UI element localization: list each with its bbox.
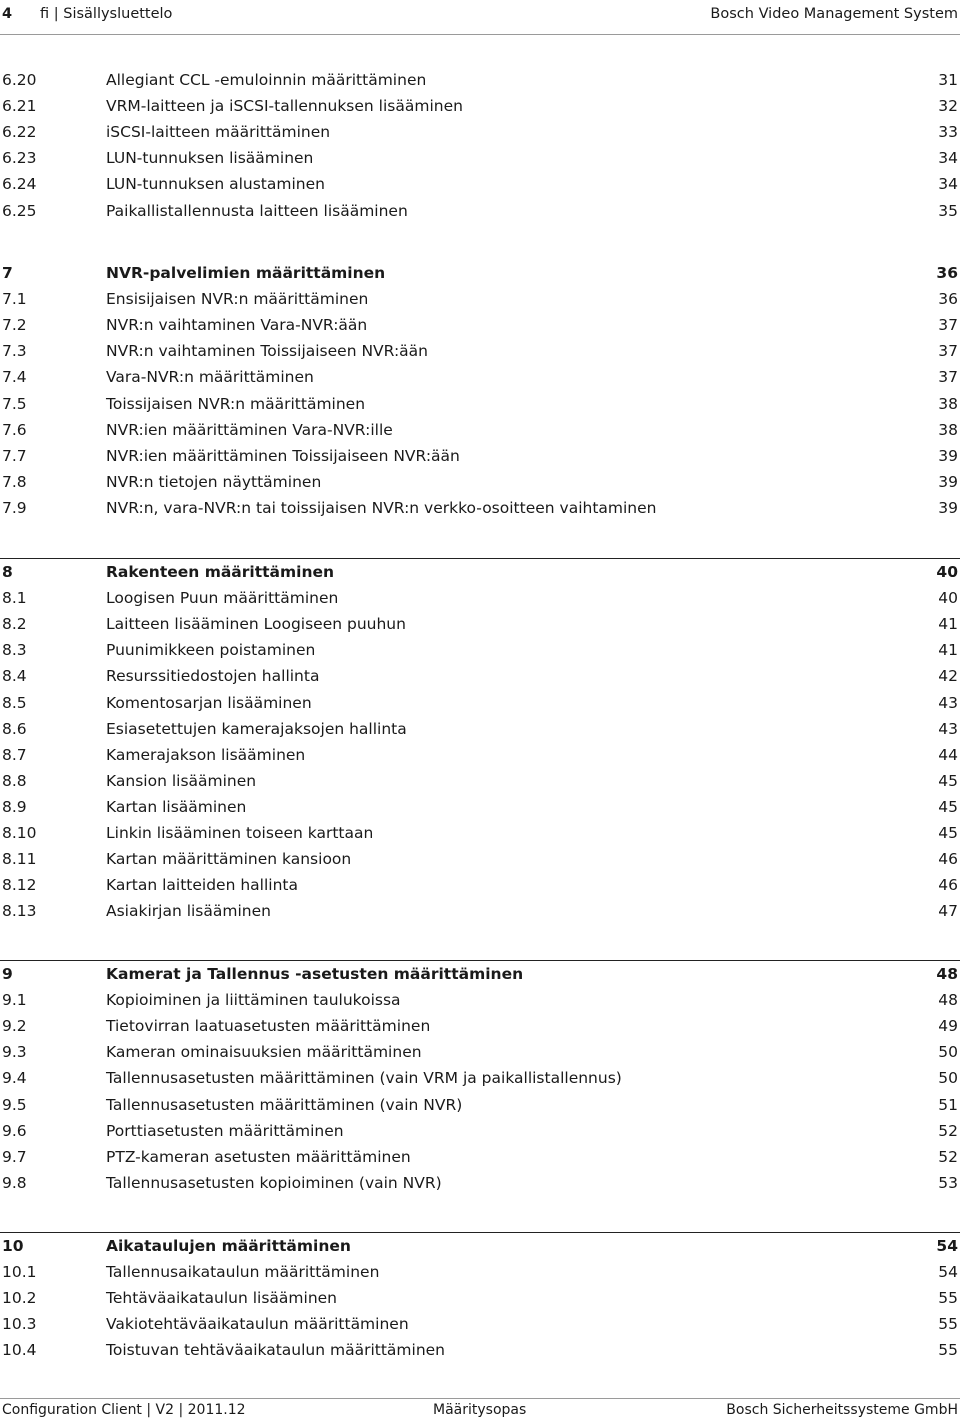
toc-entry-title: Paikallistallennusta laitteen lisääminen	[106, 202, 408, 220]
toc-entry-number: 9.8	[2, 1174, 27, 1192]
toc-entry-row[interactable]	[0, 1259, 960, 1285]
toc-entry-page: 45	[938, 798, 958, 816]
toc-entry-row[interactable]	[0, 364, 960, 390]
footer-document-info: Configuration Client | V2 | 2011.12	[2, 1402, 246, 1418]
toc-entry-number: 6.22	[2, 123, 37, 141]
toc-entry-page: 50	[938, 1069, 958, 1087]
toc-entry-page: 48	[936, 965, 958, 983]
toc-entry-title: Toissijaisen NVR:n määrittäminen	[106, 395, 366, 413]
toc-entry-page: 52	[938, 1148, 958, 1166]
toc-entry-title: Laitteen lisääminen Loogiseen puuhun	[106, 615, 406, 633]
toc-entry-row[interactable]	[0, 1144, 960, 1170]
toc-entry-row[interactable]	[0, 119, 960, 145]
toc-entry-page: 38	[938, 395, 958, 413]
toc-entry-page: 41	[938, 641, 958, 659]
page-header	[0, 0, 960, 34]
toc-entry-row[interactable]	[0, 1039, 960, 1065]
section-label: fi | Sisällysluettelo	[40, 6, 173, 22]
toc-entry-title: Tallennusasetusten määrittäminen (vain NVR)	[106, 1096, 463, 1114]
toc-entry-title: Kansion lisääminen	[106, 772, 257, 790]
toc-entry-number: 9.4	[2, 1069, 27, 1087]
toc-entry-row[interactable]	[0, 1337, 960, 1363]
toc-entry-row[interactable]	[0, 1065, 960, 1091]
toc-entry-title: Ensisijaisen NVR:n määrittäminen	[106, 290, 369, 308]
toc-entry-number: 10.3	[2, 1315, 37, 1333]
toc-entry-page: 32	[938, 97, 958, 115]
toc-entry-row[interactable]	[0, 611, 960, 637]
toc-entry-page: 55	[938, 1289, 958, 1307]
toc-entry-row[interactable]	[0, 1311, 960, 1337]
toc-chapter-row[interactable]	[0, 559, 960, 585]
toc-entry-number: 8.4	[2, 667, 27, 685]
toc-entry-number: 8	[2, 563, 13, 581]
toc-entry-number: 8.10	[2, 824, 37, 842]
toc-entry-number: 7.4	[2, 368, 27, 386]
toc-entry-page: 39	[938, 473, 958, 491]
toc-entry-number: 8.6	[2, 720, 27, 738]
toc-entry-page: 37	[938, 368, 958, 386]
toc-entry-row[interactable]	[0, 794, 960, 820]
toc-entry-page: 43	[938, 720, 958, 738]
toc-entry-page: 41	[938, 615, 958, 633]
toc-entry-number: 7.8	[2, 473, 27, 491]
toc-entry-number: 7.2	[2, 316, 27, 334]
toc-entry-number: 7	[2, 264, 13, 282]
footer-publisher: Bosch Sicherheitssysteme GmbH	[726, 1402, 958, 1418]
toc-entry-row[interactable]	[0, 742, 960, 768]
toc-entry-page: 51	[938, 1096, 958, 1114]
toc-entry-page: 33	[938, 123, 958, 141]
toc-entry-page: 36	[938, 290, 958, 308]
toc-entry-number: 9	[2, 965, 13, 983]
toc-entry-title: Loogisen Puun määrittäminen	[106, 589, 339, 607]
toc-entry-title: PTZ-kameran asetusten määrittäminen	[106, 1148, 411, 1166]
toc-entry-number: 10.2	[2, 1289, 37, 1307]
toc-entry-title: NVR:n, vara-NVR:n tai toissijaisen NVR:n verkko-osoitteen vaihtaminen	[106, 499, 657, 517]
toc-entry-page: 31	[938, 71, 958, 89]
toc-entry-row[interactable]	[0, 67, 960, 93]
toc-entry-title: Porttiasetusten määrittäminen	[106, 1122, 344, 1140]
toc-entry-row[interactable]	[0, 1013, 960, 1039]
toc-entry-title: Kartan laitteiden hallinta	[106, 876, 298, 894]
toc-entry-page: 55	[938, 1315, 958, 1333]
toc-entry-row[interactable]	[0, 716, 960, 742]
toc-entry-row[interactable]	[0, 768, 960, 794]
toc-entry-title: Kameran ominaisuuksien määrittäminen	[106, 1043, 422, 1061]
toc-entry-title: Tallennusaikataulun määrittäminen	[106, 1263, 380, 1281]
toc-entry-title: LUN-tunnuksen lisääminen	[106, 149, 314, 167]
toc-entry-title: Rakenteen määrittäminen	[106, 563, 335, 581]
toc-entry-title: Resurssitiedostojen hallinta	[106, 667, 320, 685]
toc-entry-row[interactable]	[0, 585, 960, 611]
toc-entry-title: iSCSI-laitteen määrittäminen	[106, 123, 331, 141]
toc-entry-number: 10.1	[2, 1263, 37, 1281]
toc-entry-row[interactable]	[0, 417, 960, 443]
toc-entry-title: Aikataulujen määrittäminen	[106, 1237, 351, 1255]
toc-entry-row[interactable]	[0, 1285, 960, 1311]
toc-entry-row[interactable]	[0, 663, 960, 689]
toc-group	[0, 558, 960, 924]
toc-entry-number: 8.13	[2, 902, 37, 920]
footer-divider	[0, 1398, 960, 1399]
toc-entry-number: 8.2	[2, 615, 27, 633]
toc-entry-number: 9.3	[2, 1043, 27, 1061]
toc-entry-row[interactable]	[0, 872, 960, 898]
toc-entry-title: Tietovirran laatuasetusten määrittäminen	[106, 1017, 431, 1035]
toc-entry-page: 37	[938, 316, 958, 334]
toc-entry-row[interactable]	[0, 93, 960, 119]
toc-entry-row[interactable]	[0, 1118, 960, 1144]
page-number: 4	[2, 6, 13, 22]
toc-entry-page: 35	[938, 202, 958, 220]
toc-entry-number: 10	[2, 1237, 24, 1255]
toc-entry-page: 34	[938, 175, 958, 193]
toc-group	[0, 960, 960, 1196]
toc-entry-number: 6.24	[2, 175, 37, 193]
toc-entry-title: Puunimikkeen poistaminen	[106, 641, 316, 659]
toc-entry-page: 44	[938, 746, 958, 764]
toc-entry-number: 7.7	[2, 447, 27, 465]
toc-entry-title: Allegiant CCL -emuloinnin määrittäminen	[106, 71, 427, 89]
toc-entry-page: 46	[938, 876, 958, 894]
toc-entry-title: NVR:n tietojen näyttäminen	[106, 473, 322, 491]
toc-entry-number: 8.5	[2, 694, 27, 712]
toc-entry-number: 7.6	[2, 421, 27, 439]
toc-entry-title: Komentosarjan lisääminen	[106, 694, 312, 712]
toc-entry-page: 47	[938, 902, 958, 920]
toc-entry-row[interactable]	[0, 820, 960, 846]
toc-entry-page: 39	[938, 499, 958, 517]
toc-entry-page: 42	[938, 667, 958, 685]
toc-entry-number: 7.5	[2, 395, 27, 413]
toc-entry-number: 8.3	[2, 641, 27, 659]
header-divider	[0, 34, 960, 35]
footer-guide-title: Määritysopas	[433, 1402, 527, 1418]
toc-entry-title: Kartan määrittäminen kansioon	[106, 850, 352, 868]
toc-entry-number: 8.8	[2, 772, 27, 790]
toc-chapter-row[interactable]	[0, 260, 960, 286]
toc-entry-row[interactable]	[0, 846, 960, 872]
toc-entry-number: 9.1	[2, 991, 27, 1009]
toc-entry-title: LUN-tunnuksen alustaminen	[106, 175, 325, 193]
toc-group	[0, 260, 960, 521]
toc-entry-number: 8.11	[2, 850, 37, 868]
toc-entry-page: 43	[938, 694, 958, 712]
toc-entry-number: 6.21	[2, 97, 37, 115]
toc-entry-page: 38	[938, 421, 958, 439]
toc-entry-number: 7.1	[2, 290, 27, 308]
toc-entry-row[interactable]	[0, 690, 960, 716]
toc-entry-row[interactable]	[0, 637, 960, 663]
toc-entry-number: 9.2	[2, 1017, 27, 1035]
toc-entry-row[interactable]	[0, 338, 960, 364]
toc-entry-number: 9.6	[2, 1122, 27, 1140]
toc-entry-row[interactable]	[0, 898, 960, 924]
toc-entry-title: NVR:ien määrittäminen Vara-NVR:ille	[106, 421, 393, 439]
toc-entry-row[interactable]	[0, 443, 960, 469]
toc-entry-page: 53	[938, 1174, 958, 1192]
toc-entry-title: NVR:ien määrittäminen Toissijaiseen NVR:ään	[106, 447, 460, 465]
toc-entry-row[interactable]	[0, 469, 960, 495]
toc-entry-number: 9.7	[2, 1148, 27, 1166]
toc-entry-page: 40	[938, 589, 958, 607]
toc-entry-page: 48	[938, 991, 958, 1009]
toc-entry-title: Tehtäväaikataulun lisääminen	[106, 1289, 338, 1307]
toc-entry-row[interactable]	[0, 198, 960, 224]
toc-group	[0, 67, 960, 224]
toc-entry-page: 50	[938, 1043, 958, 1061]
toc-entry-page: 52	[938, 1122, 958, 1140]
toc-entry-row[interactable]	[0, 987, 960, 1013]
toc-entry-page: 45	[938, 772, 958, 790]
toc-entry-page: 49	[938, 1017, 958, 1035]
toc-entry-page: 39	[938, 447, 958, 465]
toc-entry-page: 36	[936, 264, 958, 282]
product-name: Bosch Video Management System	[710, 6, 958, 22]
toc-entry-row[interactable]	[0, 171, 960, 197]
toc-entry-number: 9.5	[2, 1096, 27, 1114]
toc-entry-number: 6.20	[2, 71, 37, 89]
toc-entry-title: NVR:n vaihtaminen Toissijaiseen NVR:ään	[106, 342, 428, 360]
toc-entry-title: VRM-laitteen ja iSCSI-tallennuksen lisääminen	[106, 97, 463, 115]
toc-entry-number: 7.3	[2, 342, 27, 360]
toc-entry-title: Esiasetettujen kamerajaksojen hallinta	[106, 720, 407, 738]
toc-entry-page: 45	[938, 824, 958, 842]
toc-entry-row[interactable]	[0, 286, 960, 312]
toc-entry-page: 54	[938, 1263, 958, 1281]
toc-entry-title: Linkin lisääminen toiseen karttaan	[106, 824, 374, 842]
toc-entry-number: 10.4	[2, 1341, 37, 1359]
toc-entry-number: 8.7	[2, 746, 27, 764]
toc-entry-title: NVR:n vaihtaminen Vara-NVR:ään	[106, 316, 368, 334]
toc-entry-row[interactable]	[0, 145, 960, 171]
toc-entry-number: 6.25	[2, 202, 37, 220]
toc-entry-title: Vakiotehtäväaikataulun määrittäminen	[106, 1315, 409, 1333]
toc-chapter-row[interactable]	[0, 961, 960, 987]
toc-entry-row[interactable]	[0, 1092, 960, 1118]
page-footer	[0, 1402, 960, 1422]
toc-entry-row[interactable]	[0, 312, 960, 338]
toc-entry-title: Toistuvan tehtäväaikataulun määrittäminen	[106, 1341, 446, 1359]
toc-entry-page: 40	[936, 563, 958, 581]
toc-entry-page: 37	[938, 342, 958, 360]
toc-entry-title: Tallennusasetusten määrittäminen (vain VRM ja paikallistallennus)	[106, 1069, 622, 1087]
toc-group	[0, 1232, 960, 1364]
toc-chapter-row[interactable]	[0, 1233, 960, 1259]
toc-entry-title: Vara-NVR:n määrittäminen	[106, 368, 314, 386]
toc-entry-page: 34	[938, 149, 958, 167]
toc-entry-title: Kamerat ja Tallennus -asetusten määrittäminen	[106, 965, 524, 983]
toc-entry-page: 55	[938, 1341, 958, 1359]
toc-entry-title: Kopioiminen ja liittäminen taulukoissa	[106, 991, 401, 1009]
toc-entry-row[interactable]	[0, 391, 960, 417]
toc-entry-row[interactable]	[0, 495, 960, 521]
toc-entry-title: NVR-palvelimien määrittäminen	[106, 264, 386, 282]
toc-entry-title: Kamerajakson lisääminen	[106, 746, 306, 764]
toc-entry-title: Asiakirjan lisääminen	[106, 902, 271, 920]
toc-entry-page: 54	[936, 1237, 958, 1255]
toc-entry-number: 8.12	[2, 876, 37, 894]
toc-entry-number: 8.1	[2, 589, 27, 607]
toc-entry-number: 8.9	[2, 798, 27, 816]
toc-entry-row[interactable]	[0, 1170, 960, 1196]
toc-entry-page: 46	[938, 850, 958, 868]
toc-entry-number: 6.23	[2, 149, 37, 167]
toc-entry-number: 7.9	[2, 499, 27, 517]
toc-entry-title: Tallennusasetusten kopioiminen (vain NVR)	[106, 1174, 442, 1192]
toc-entry-title: Kartan lisääminen	[106, 798, 247, 816]
